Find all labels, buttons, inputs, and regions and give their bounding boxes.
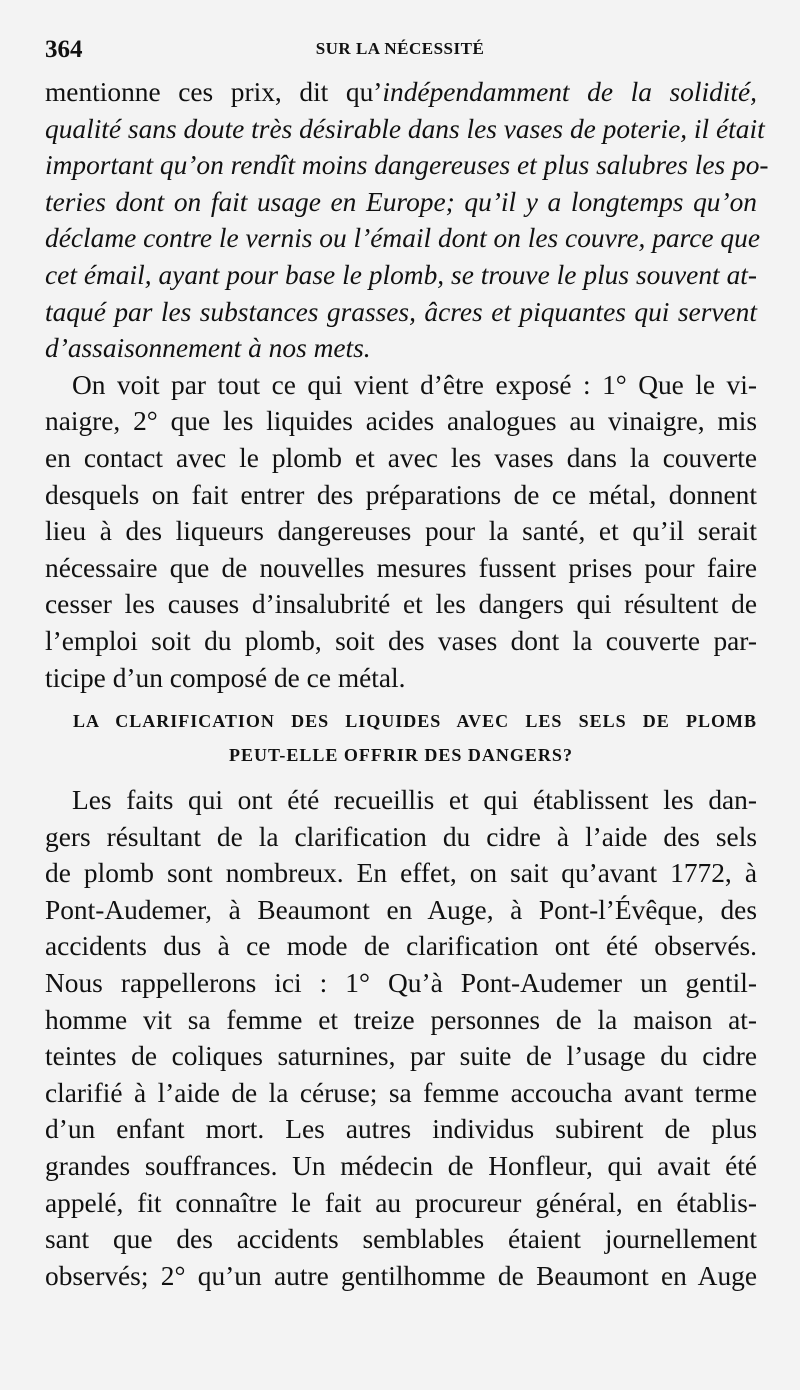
text-line: ticipe d’un composé de ce métal. [45, 662, 406, 693]
text-line: gers résultant de la clarification du cidre à l’aide des sels [45, 821, 757, 852]
section-title-line: PEUT-ELLE OFFRIR DES DANGERS? [229, 745, 573, 766]
text-line: grandes souffrances. Un médecin de Honfleur, qui avait été [45, 1151, 757, 1182]
text-line: homme vit sa femme et treize personnes de la maison at- [45, 1004, 757, 1035]
text-line: Nous rappellerons ici : 1° Qu’à Pont-Audemer un gentil- [45, 968, 757, 999]
text-line: lieu à des liqueurs dangereuses pour la santé, et qu’il serait [45, 516, 757, 547]
paragraph-2 [45, 367, 757, 696]
page-number: 364 [45, 36, 83, 63]
text-line: cesser les causes d’insalubrité et les dangers qui résultent de [45, 589, 757, 620]
text-line: appelé, fit connaître le fait au procureur général, en établis- [45, 1187, 757, 1218]
text-line: l’emploi soit du plomb, soit des vases dont la couverte par- [45, 625, 757, 656]
text-line: clarifié à l’aide de la céruse; sa femme accoucha avant terme [45, 1077, 757, 1108]
section-title [45, 706, 757, 774]
text-segment: mentionne ces prix, dit qu’ [45, 77, 383, 107]
text-line: observés; 2° qu’un autre gentilhomme de Beaumont en Auge [45, 1260, 757, 1291]
text-line: accidents dus à ce mode de clarification ont été observés. [45, 931, 757, 962]
text-line: d’un enfant mort. Les autres individus subirent de plus [45, 1114, 757, 1145]
text-line: naigre, 2° que les liquides acides analogues au vinaigre, mis [45, 406, 757, 437]
section-title-line: LA CLARIFICATION DES LIQUIDES AVEC LES SELS DE PLOMB [73, 711, 757, 732]
text-line: en contact avec le plomb et avec les vases dans la couverte [45, 442, 757, 473]
text-line [45, 74, 757, 111]
text-line: important qu’on rendît moins dangereuses et plus salubres les po- [45, 150, 769, 181]
text-line: sant que des accidents semblables étaient journellement [45, 1224, 757, 1255]
text-line: Pont-Audemer, à Beaumont en Auge, à Pont-l’Évêque, des [45, 894, 757, 925]
page-content [45, 74, 769, 1294]
text-line: cet émail, ayant pour base le plomb, se trouve le plus souvent at- [45, 259, 757, 290]
text-line: desquels on fait entrer des préparations de ce métal, donnent [45, 479, 757, 510]
text-line: teintes de coliques saturnines, par suite de l’usage du cidre [45, 1041, 757, 1072]
text-line: déclame contre le vernis ou l’émail dont on les couvre, parce que [45, 223, 760, 254]
paragraph-1 [45, 74, 769, 367]
page-header [45, 36, 755, 66]
text-line: nécessaire que de nouvelles mesures fussent prises pour faire [45, 552, 757, 583]
text-line: de plomb sont nombreux. En effet, on sait qu’avant 1772, à [45, 858, 757, 889]
running-title: SUR LA NÉCESSITÉ [315, 39, 485, 58]
text-line: taqué par les substances grasses, âcres et piquantes qui servent [45, 296, 757, 327]
text-line: teries dont on fait usage en Europe; qu’il y a longtemps qu’on [45, 186, 757, 217]
text-line: Les faits qui ont été recueillis et qui établissent les dan- [72, 785, 757, 816]
italic-text: indépendamment de la solidité, [382, 77, 757, 107]
paragraph-3 [45, 782, 757, 1294]
text-line: On voit par tout ce qui vient d’être exposé : 1° Que le vi- [72, 369, 757, 400]
text-line: d’assaisonnement à nos mets. [45, 333, 371, 364]
text-line: qualité sans doute très désirable dans les vases de poterie, il était [45, 113, 765, 144]
